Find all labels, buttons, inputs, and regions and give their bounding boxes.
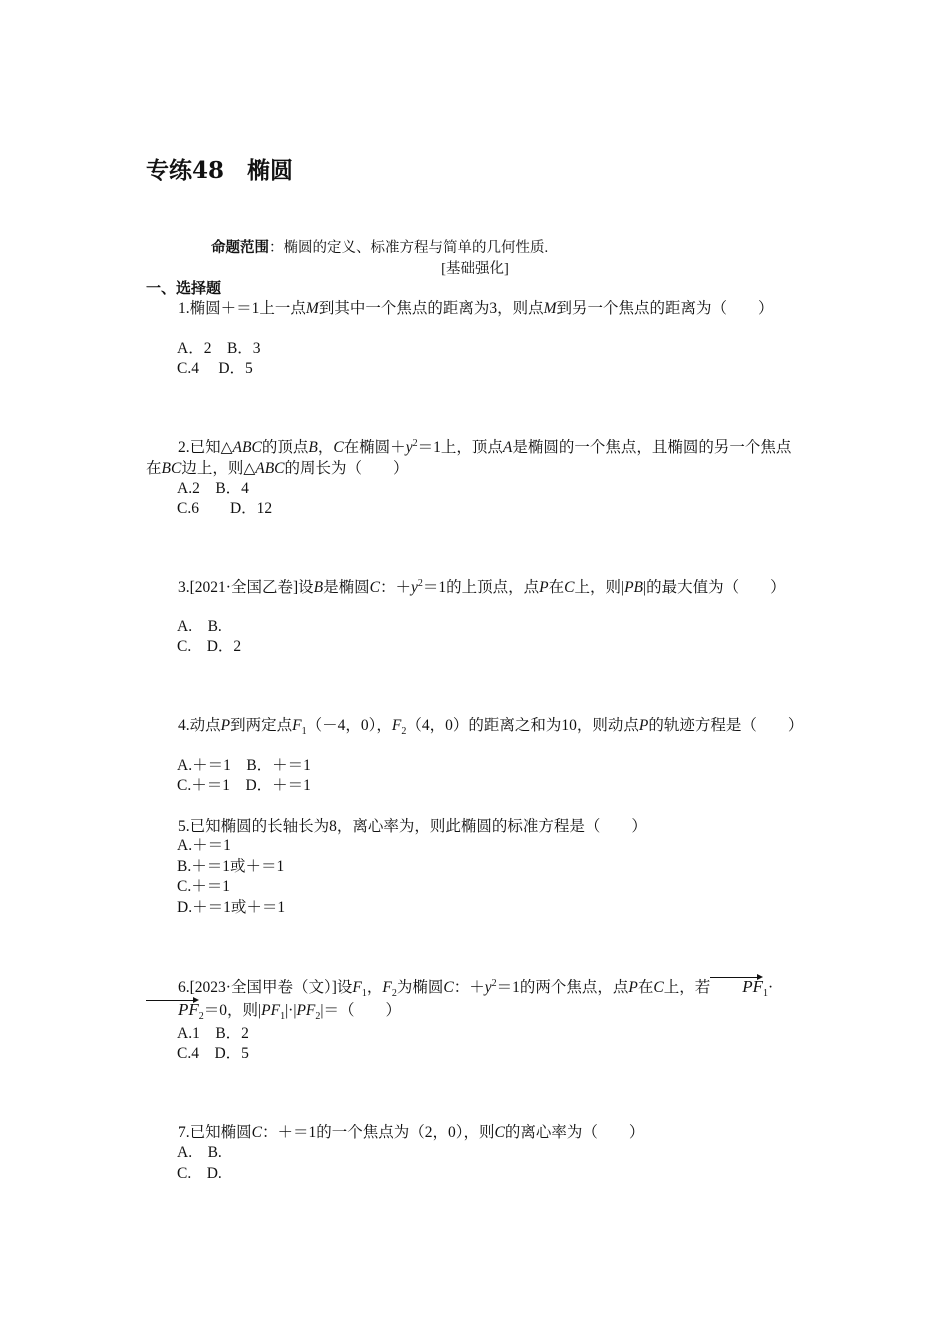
question-4: 4.动点P到两定点$F_1(-4$，0），$F_2(4$，0）的距离之和为10，则动点P的轨迹方程是（ ） [178, 717, 804, 738]
subheading: [基础强化] [441, 261, 509, 277]
question-1: 1.椭圆＋＝1上一点M到其中一个焦点的距离为3，则点M到另一个焦点的距离为（ ） [178, 300, 774, 317]
question-5-option-d: D.＋＝1或＋＝1 [177, 899, 286, 916]
question-7-options-ab: A. B. [177, 1144, 222, 1161]
question-1-options-ab: A．2 B．3 [177, 340, 261, 357]
scope-label: 命题范围 [211, 240, 269, 256]
question-2-options-ab: A.2 B．4 [177, 480, 249, 497]
section-heading: 一、选择题 [146, 281, 222, 297]
page-title: 专练48 椭圆 [146, 157, 294, 184]
question-6-options-cd: C.4 D．5 [177, 1045, 249, 1062]
vector-pf1: PF [710, 976, 763, 998]
question-7-options-cd: C. D. [177, 1165, 222, 1182]
scope-line [211, 238, 548, 258]
scope-text: ：椭圆的定义、标准方程与简单的几何性质. [269, 240, 549, 256]
question-6: 6.[2023·全国甲卷（文）]设$F_1$，$F_2$为椭圆C：$+y^2=1$的两个焦点，点P在C上，若 $PF_1\cdot PF_2=0$，则$|PF_1|\cdot|PF_2|=$（ ） [146, 976, 806, 1022]
question-4-options-cd: C.＋＝1 D．＋＝1 [177, 777, 311, 794]
question-4-options-ab: A.＋＝1 B．＋＝1 [177, 757, 311, 774]
question-2: 2.已知△ABC的顶点B，C在椭圆$+y^2=1$上，顶点A是椭圆的一个焦点，且椭圆的另一个焦点在BC边上，则△ABC的周长为（ ） [146, 437, 792, 477]
question-5: 5.已知椭圆的长轴长为8，离心率为，则此椭圆的标准方程是（ ） [178, 818, 647, 835]
vector-pf2: PF [146, 999, 199, 1021]
question-6-options-ab: A.1 B．2 [177, 1025, 249, 1042]
question-5-option-b: B.＋＝1或＋＝1 [177, 858, 285, 875]
question-3-options-ab: A. B. [177, 618, 222, 635]
question-7: 7.已知椭圆C：＋＝1的一个焦点为（2，0），则C的离心率为（ ） [178, 1124, 645, 1141]
question-3: 3.[2021·全国乙卷]设B是椭圆C：$+y^2=1$的上顶点，点P在C上，则|PB|的最大值为（ ） [178, 577, 786, 596]
question-1-options-cd: C.4 D．5 [177, 360, 253, 377]
question-3-options-cd: C. D．2 [177, 638, 242, 655]
question-5-option-a: A.＋＝1 [177, 837, 231, 854]
question-2-options-cd: C.6 D．12 [177, 500, 273, 517]
question-5-option-c: C.＋＝1 [177, 878, 230, 895]
